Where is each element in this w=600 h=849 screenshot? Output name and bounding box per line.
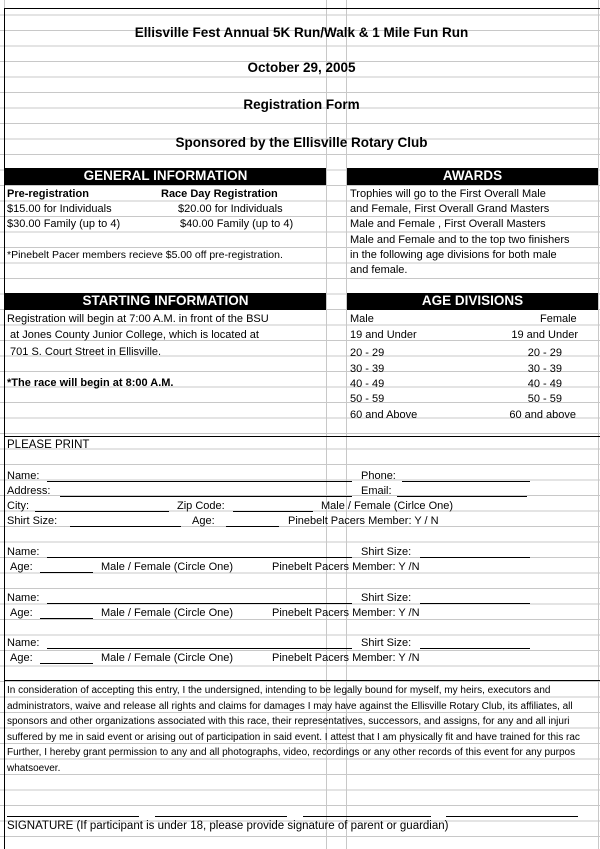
waiver-line: In consideration of accepting this entry, I the undersigned, intending to be legally bound for myself, my heirs, executors and (7, 685, 551, 696)
top-border (4, 8, 600, 9)
waiver-line: sponsors and other organizations associated with this race, their representatives, successors, and assigns, for any and all injuri (7, 716, 570, 727)
pinebelt-discount-note: *Pinebelt Pacer members recieve $5.00 off pre-registration. (7, 249, 283, 261)
female-division: 50 - 59 (527, 393, 562, 405)
name-label: Name: (7, 637, 40, 649)
female-division: 20 - 29 (527, 347, 562, 359)
pre-family-fee: $30.00 Family (up to 4) (7, 218, 121, 230)
pinebelt-member-select[interactable]: Pinebelt Pacers Member: Y /N (272, 607, 420, 619)
shirt-size-input[interactable] (420, 603, 530, 604)
shirt-size-input[interactable] (420, 648, 530, 649)
shirt-size-label: Shirt Size: (361, 637, 412, 649)
awards-line: Male and Female , First Overall Masters (350, 218, 546, 230)
sponsor-line: Sponsored by the Ellisville Rotary Club (175, 135, 428, 150)
phone-input[interactable] (402, 481, 530, 482)
male-division: 19 and Under (350, 329, 417, 341)
name-input[interactable] (47, 481, 352, 482)
female-division: 30 - 39 (527, 363, 562, 375)
sex-select[interactable]: Male / Female (Circle One) (101, 607, 234, 619)
signature-line[interactable] (155, 816, 287, 817)
waiver-line: Further, I hereby grant permission to any and all photographs, video, recordings or any other records of this event for any purpos (7, 747, 576, 758)
phone-label: Phone: (361, 470, 396, 482)
name-label: Name: (7, 546, 40, 558)
waiver-text (7, 683, 597, 776)
shirt-size-label: Shirt Size: (361, 592, 412, 604)
age-input[interactable] (226, 526, 279, 527)
age-input[interactable] (40, 618, 93, 619)
name-label: Name: (7, 592, 40, 604)
waiver-line: whatsoever. (7, 762, 61, 774)
name-input[interactable] (47, 603, 352, 604)
age-input[interactable] (40, 663, 93, 664)
signature-label: SIGNATURE (If participant is under 18, please provide signature of parent or guardian) (7, 820, 449, 832)
male-division: 40 - 49 (350, 378, 385, 390)
female-column-label: Female (540, 313, 577, 325)
sex-select[interactable]: Male / Female (Circle One) (101, 561, 234, 573)
name-input[interactable] (47, 557, 352, 558)
signature-line[interactable] (303, 816, 431, 817)
age-divisions-heading: AGE DIVISIONS (347, 293, 598, 310)
email-label: Email: (361, 485, 392, 497)
name-input[interactable] (47, 648, 352, 649)
section-divider (4, 436, 600, 437)
starting-line: at Jones County Junior College, which is located at (7, 329, 259, 341)
shirt-size-input[interactable] (70, 526, 181, 527)
age-label: Age: (10, 652, 33, 664)
race-start-time: *The race will begin at 8:00 A.M. (7, 377, 174, 389)
pinebelt-member-select[interactable]: Pinebelt Pacers Member: Y /N (272, 561, 420, 573)
pinebelt-member-select[interactable]: Pinebelt Pacers Member: Y /N (272, 652, 420, 664)
starting-line: Registration will begin at 7:00 A.M. in front of the BSU (7, 313, 269, 325)
awards-line: and Female, First Overall Grand Masters (350, 203, 550, 215)
male-division: 30 - 39 (350, 363, 385, 375)
awards-heading: AWARDS (347, 168, 598, 185)
waiver-line: suffered by me in said event or arising out of participation in said event. I attest that I am physically fit and have trained for this rac (7, 731, 580, 743)
awards-line: in the following age divisions for both male (350, 249, 557, 261)
female-division: 40 - 49 (527, 378, 562, 390)
general-info-heading: GENERAL INFORMATION (5, 168, 326, 185)
pre-individual-fee: $15.00 for Individuals (7, 203, 112, 215)
pinebelt-member-select[interactable]: Pinebelt Pacers Member: Y / N (288, 515, 439, 527)
male-column-label: Male (350, 313, 374, 325)
email-input[interactable] (397, 496, 527, 497)
starting-line: 701 S. Court Street in Ellisville. (7, 346, 162, 358)
event-title: Ellisville Fest Annual 5K Run/Walk & 1 Mile Fun Run (134, 25, 469, 40)
sex-select[interactable]: Male / Female (Cirlce One) (321, 500, 454, 512)
awards-line: and female. (350, 264, 408, 276)
day-family-fee: $40.00 Family (up to 4) (180, 218, 294, 230)
starting-info-heading: STARTING INFORMATION (5, 293, 326, 310)
left-border (4, 8, 5, 849)
signature-line[interactable] (7, 816, 139, 817)
address-input[interactable] (60, 496, 352, 497)
sex-select[interactable]: Male / Female (Circle One) (101, 652, 234, 664)
signature-line[interactable] (446, 816, 578, 817)
race-day-label: Race Day Registration (161, 188, 278, 200)
awards-line: Male and Female and to the top two finishers (350, 234, 570, 246)
day-individual-fee: $20.00 for Individuals (178, 203, 283, 215)
age-label: Age: (10, 561, 33, 573)
shirt-size-label: Shirt Size: (361, 546, 412, 558)
age-label: Age: (192, 515, 215, 527)
age-input[interactable] (40, 572, 93, 573)
please-print-label: PLEASE PRINT (7, 439, 90, 451)
male-division: 60 and Above (350, 409, 418, 421)
waiver-divider (4, 680, 600, 681)
age-label: Age: (10, 607, 33, 619)
pre-registration-label: Pre-registration (7, 188, 89, 200)
address-label: Address: (7, 485, 51, 497)
city-input[interactable] (35, 511, 169, 512)
female-division: 60 and above (509, 409, 576, 421)
city-label: City: (7, 500, 29, 512)
shirt-size-label: Shirt Size: (7, 515, 58, 527)
zip-label: Zip Code: (177, 500, 225, 512)
shirt-size-input[interactable] (420, 557, 530, 558)
name-label: Name: (7, 470, 40, 482)
male-division: 50 - 59 (350, 393, 385, 405)
waiver-line: administrators, waive and release all rights and claims for damages I may have against the Ellisville Rotary Club, its affiliates, all (7, 700, 573, 712)
form-name: Registration Form (243, 97, 360, 112)
zip-input[interactable] (233, 511, 313, 512)
female-division: 19 and Under (511, 329, 578, 341)
event-date: October 29, 2005 (247, 60, 356, 75)
male-division: 20 - 29 (350, 347, 385, 359)
awards-line: Trophies will go to the First Overall Male (350, 188, 546, 200)
